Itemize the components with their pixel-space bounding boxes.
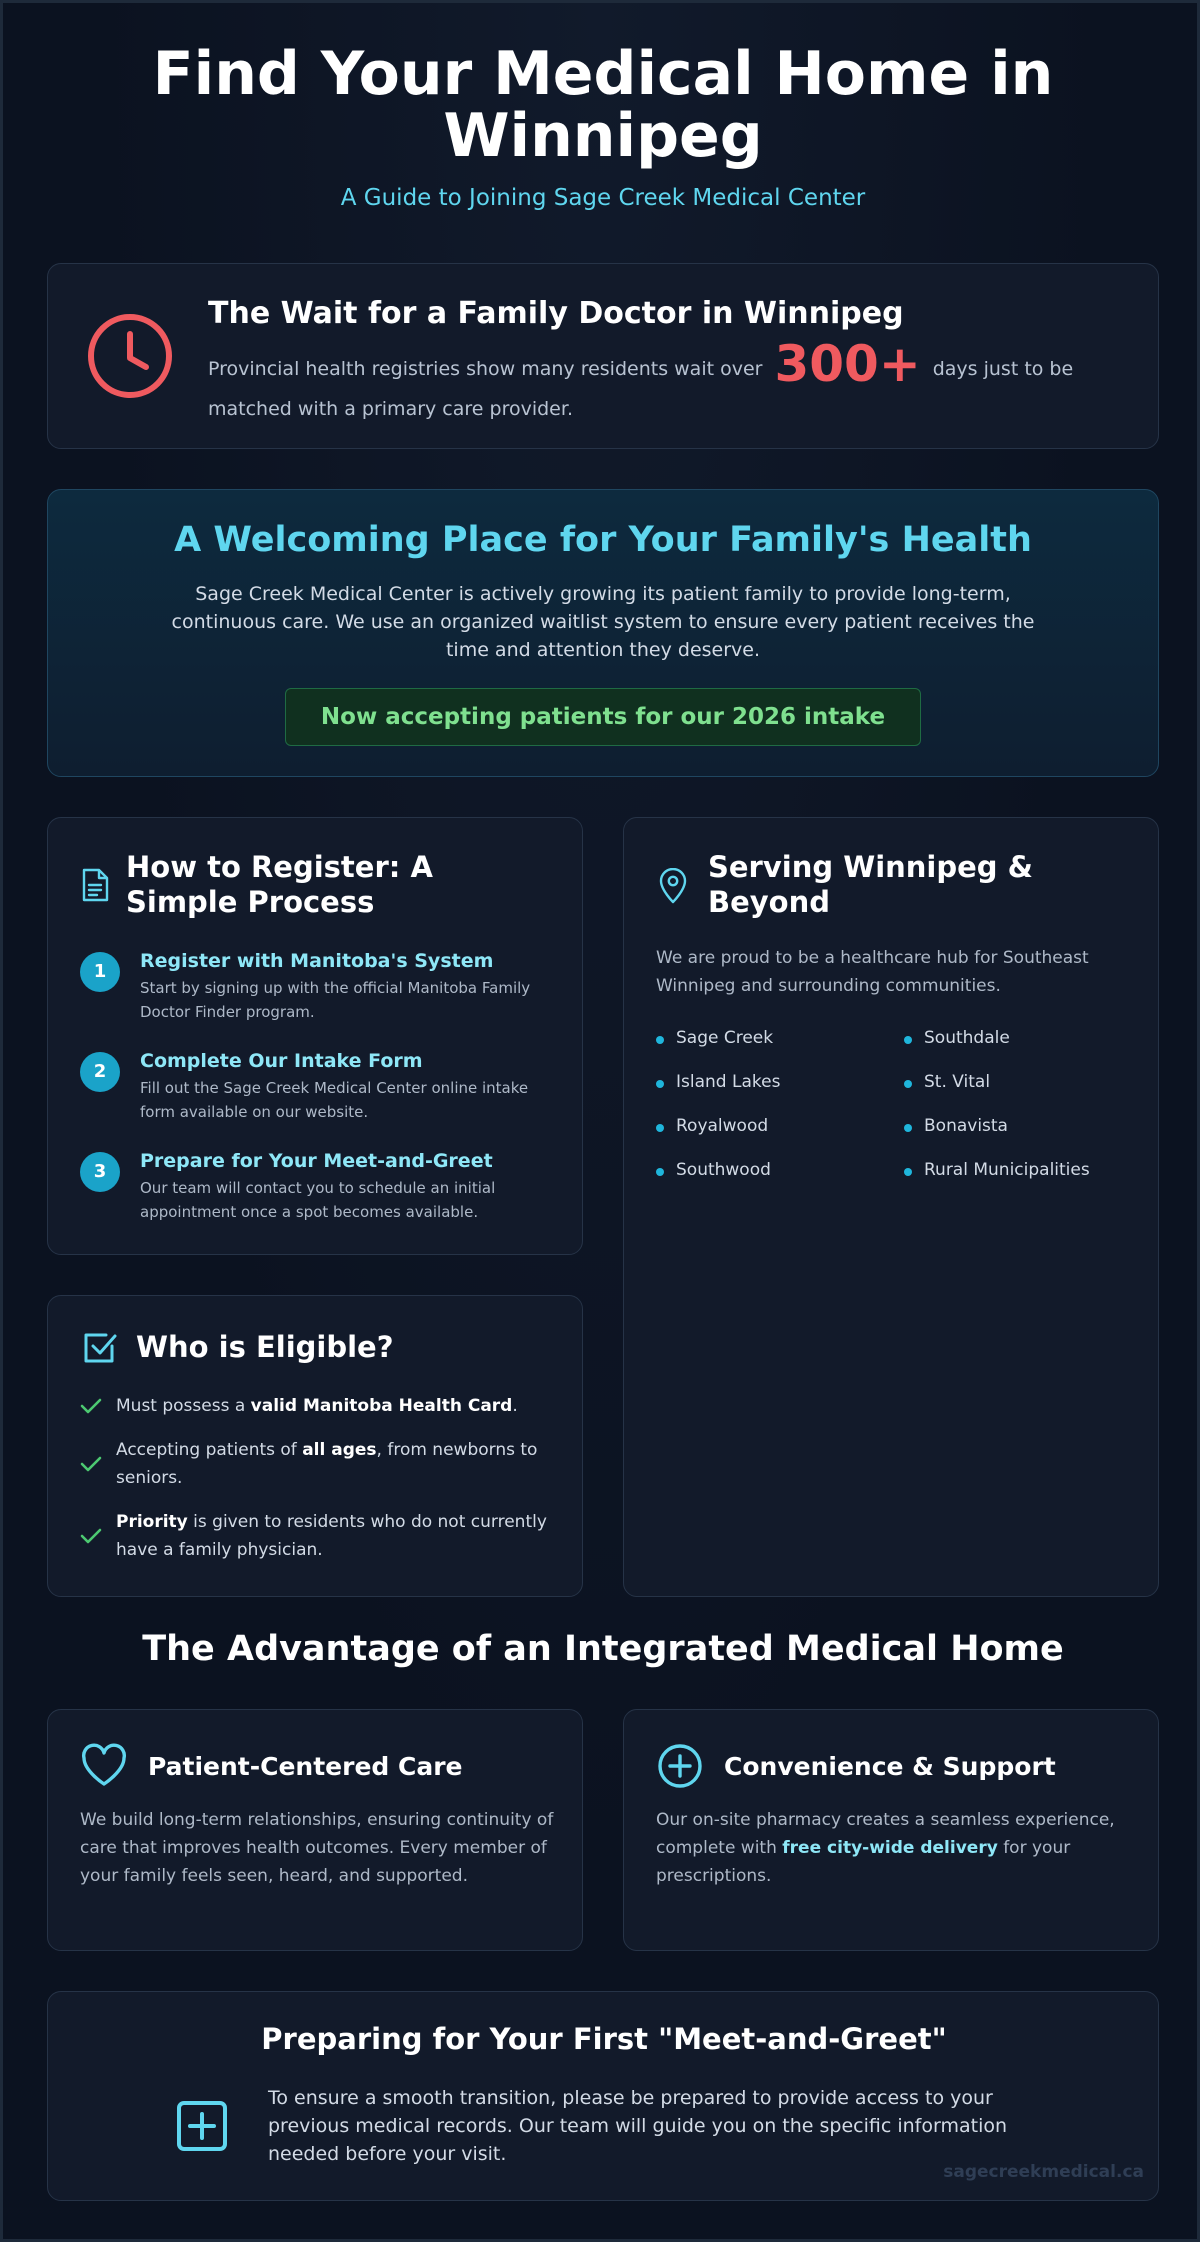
advantage-card-patient-centered: [47, 1709, 583, 1951]
area-item: St. Vital: [904, 1072, 990, 1092]
wait-text-before: Provincial health registries show many residents wait over: [208, 358, 763, 380]
check-icon: [80, 1456, 102, 1472]
advantage-card-text: [80, 1806, 560, 1890]
step-title: Register with Manitoba's System: [140, 950, 494, 972]
item-bold: Priority: [116, 1512, 188, 1532]
area-item: Sage Creek: [656, 1028, 773, 1048]
area-item: Royalwood: [656, 1116, 768, 1136]
adv-text: Our on-site pharmacy creates a seamless experience, complete with: [656, 1810, 1115, 1858]
prep-text: To ensure a smooth transition, please be prepared to provide access to your previous medical records. Our team will guide you on the specific information needed before your visit.: [268, 2087, 1008, 2165]
serving-card: [623, 817, 1159, 1597]
welcome-title: A Welcoming Place for Your Family's Health: [174, 520, 1032, 560]
wait-time-card: [47, 263, 1159, 449]
map-pin-icon: [658, 868, 688, 904]
serving-intro: We are proud to be a healthcare hub for Southeast Winnipeg and surrounding communities.: [656, 948, 1089, 996]
checkbox-icon: [82, 1330, 118, 1366]
area-item: Southwood: [656, 1160, 771, 1180]
area-item: Bonavista: [904, 1116, 1008, 1136]
eligibility-item: [80, 1436, 560, 1492]
plus-circle-icon: [656, 1742, 704, 1790]
document-icon: [80, 868, 110, 902]
step-title: Complete Our Intake Form: [140, 1050, 423, 1072]
step-description: Start by signing up with the official Manitoba Family Doctor Finder program.: [140, 979, 531, 1021]
advantage-card-text: [656, 1806, 1136, 1890]
wait-title: The Wait for a Family Doctor in Winnipeg: [208, 296, 904, 331]
welcome-card: [47, 489, 1159, 777]
title-line-1: Find Your Medical Home in: [152, 39, 1054, 109]
item-text: Accepting patients of: [116, 1440, 303, 1460]
medical-plus-icon: [174, 2098, 230, 2154]
page-title: [3, 39, 1200, 171]
item-bold: valid Manitoba Health Card: [250, 1396, 513, 1416]
serving-title: Serving Winnipeg & Beyond: [708, 850, 1033, 919]
wait-stat: 300+: [774, 335, 921, 393]
item-text: Must possess a: [116, 1396, 251, 1416]
clock-icon: [84, 310, 176, 402]
adv-text: We build long-term relationships, ensuring continuity of care that improves health outcomes. Every member of your family feels seen, heard, and supported.: [80, 1810, 554, 1886]
adv-text: for your prescriptions.: [656, 1838, 1071, 1886]
wait-text-after: days just to be matched with a primary care provider.: [208, 358, 1074, 420]
adv-bold: free city-wide delivery: [782, 1838, 998, 1858]
item-text: , from newborns to seniors.: [116, 1440, 538, 1488]
area-item: Island Lakes: [656, 1072, 780, 1092]
intake-badge: Now accepting patients for our 2026 intake: [285, 688, 921, 746]
prep-title: Preparing for Your First "Meet-and-Greet": [261, 2022, 947, 2056]
item-text: is given to residents who do not currently have a family physician.: [116, 1512, 547, 1560]
page-header: [3, 39, 1200, 211]
area-item: Southdale: [904, 1028, 1010, 1048]
register-title: How to Register: A Simple Process: [126, 850, 433, 919]
meet-and-greet-card: [47, 1991, 1159, 2201]
step-number: 2: [80, 1052, 120, 1092]
advantage-card-title: Convenience & Support: [724, 1752, 1056, 1781]
advantage-card-title: Patient-Centered Care: [148, 1752, 463, 1781]
advantage-card-convenience: [623, 1709, 1159, 1951]
area-item: Rural Municipalities: [904, 1160, 1090, 1180]
eligibility-title: Who is Eligible?: [136, 1330, 394, 1364]
eligibility-item: [80, 1392, 560, 1420]
register-card: [47, 817, 583, 1255]
item-bold: all ages: [302, 1440, 377, 1460]
step-description: Fill out the Sage Creek Medical Center online intake form available on our website.: [140, 1079, 529, 1121]
heart-icon: [80, 1742, 128, 1790]
welcome-text: Sage Creek Medical Center is actively growing its patient family to provide long-term, continuous care. We use an organized waitlist system to ensure every patient receives the time and attention they deserve.: [171, 583, 1035, 661]
eligibility-card: [47, 1295, 583, 1597]
step-number: 1: [80, 952, 120, 992]
step-title: Prepare for Your Meet-and-Greet: [140, 1150, 493, 1172]
eligibility-item: [80, 1508, 560, 1564]
title-line-2: Winnipeg: [443, 101, 763, 171]
check-icon: [80, 1528, 102, 1544]
wait-text: [208, 335, 1128, 429]
website-url: sagecreekmedical.ca: [943, 2162, 1144, 2182]
item-text: .: [512, 1396, 518, 1416]
step-description: Our team will contact you to schedule an initial appointment once a spot becomes available.: [140, 1179, 496, 1221]
advantage-title: The Advantage of an Integrated Medical Home: [142, 1629, 1064, 1669]
step-number: 3: [80, 1152, 120, 1192]
check-icon: [80, 1398, 102, 1414]
page-subtitle: A Guide to Joining Sage Creek Medical Center: [340, 185, 866, 211]
